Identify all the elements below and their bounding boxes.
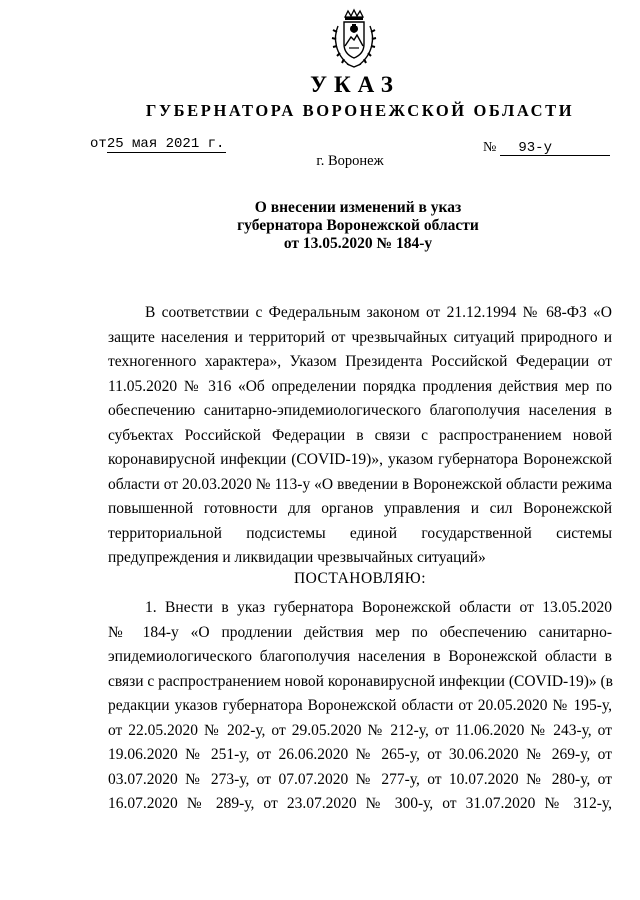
coat-of-arms-icon	[329, 8, 379, 70]
text-line: техногенного характера», Указом Президента Российской Федерации от	[108, 353, 612, 370]
text-line: 16.07.2020 № 289-у, от 23.07.2020 № 300-у, от 31.07.2020 № 312-у,	[108, 795, 612, 812]
text-line: обеспечению санитарно-эпидемиологического благополучия населения в	[108, 402, 612, 419]
text-line: № 184-у «О продлении действия мер по обеспечению санитарно-	[108, 623, 612, 641]
text-line: 03.07.2020 № 273-у, от 07.07.2020 № 277-у, от 10.07.2020 № 280-у, от	[108, 770, 612, 788]
heading-line: О внесении изменений в указ	[254, 199, 462, 216]
text-line: связи с распространением новой коронавирусной инфекции (COVID-19)» (в	[108, 672, 613, 690]
date-value: 25 мая 2021 г.	[106, 136, 225, 152]
clause-1-paragraph	[108, 596, 612, 817]
text-line: территориальной подсистемы единой государственной системы	[108, 524, 612, 542]
document-title: УКАЗ	[310, 72, 400, 97]
text-line: редакции указов губернатора Воронежской области от 20.05.2020 № 195-у,	[108, 697, 612, 714]
number-value: 93-у	[500, 141, 610, 156]
heading-line: губернатора Воронежской области	[237, 217, 479, 234]
text-line: повышенной готовности для органов управления и сил Воронежской	[108, 500, 612, 517]
text-line: защите населения и территорий от чрезвычайных ситуаций природного и	[108, 328, 612, 346]
document-date	[90, 136, 226, 153]
text-line: области от 20.03.2020 № 113-у «О введении в Воронежской области режима	[108, 475, 612, 493]
text-line: 11.05.2020 № 316 «Об определении порядка продления действия мер по	[108, 377, 612, 395]
number-sign: №	[483, 140, 497, 155]
text-line: 19.06.2020 № 251-у, от 26.06.2020 № 265-у, от 30.06.2020 № 269-у, от	[108, 746, 612, 763]
decree-word: ПОСТАНОВЛЯЮ:	[293, 570, 427, 587]
text-line: эпидемиологического благополучия населения в Воронежской области в	[108, 648, 612, 665]
text-line: 1. Внести в указ губернатора Воронежской области от 13.05.2020	[145, 599, 612, 616]
preamble-paragraph	[108, 301, 612, 571]
date-prefix: от	[90, 136, 107, 152]
text-line: коронавирусной инфекции (COVID-19)», указом губернатора Воронежской	[108, 451, 612, 468]
issuer-title: ГУБЕРНАТОРА ВОРОНЕЖСКОЙ ОБЛАСТИ	[145, 101, 575, 120]
text-line: субъектах Российской Федерации в связи с распространением новой	[108, 426, 612, 444]
heading-line: от 13.05.2020 № 184-у	[283, 235, 433, 252]
text-line: предупреждения и ликвидации чрезвычайных ситуаций»	[108, 549, 486, 566]
city-label: г. Воронеж	[316, 153, 384, 169]
text-line: В соответствии с Федеральным законом от 21.12.1994 № 68-ФЗ «О	[145, 304, 612, 321]
document-heading	[0, 199, 640, 253]
text-line: от 22.05.2020 № 202-у, от 29.05.2020 № 212-у, от 11.06.2020 № 243-у, от	[108, 721, 612, 739]
